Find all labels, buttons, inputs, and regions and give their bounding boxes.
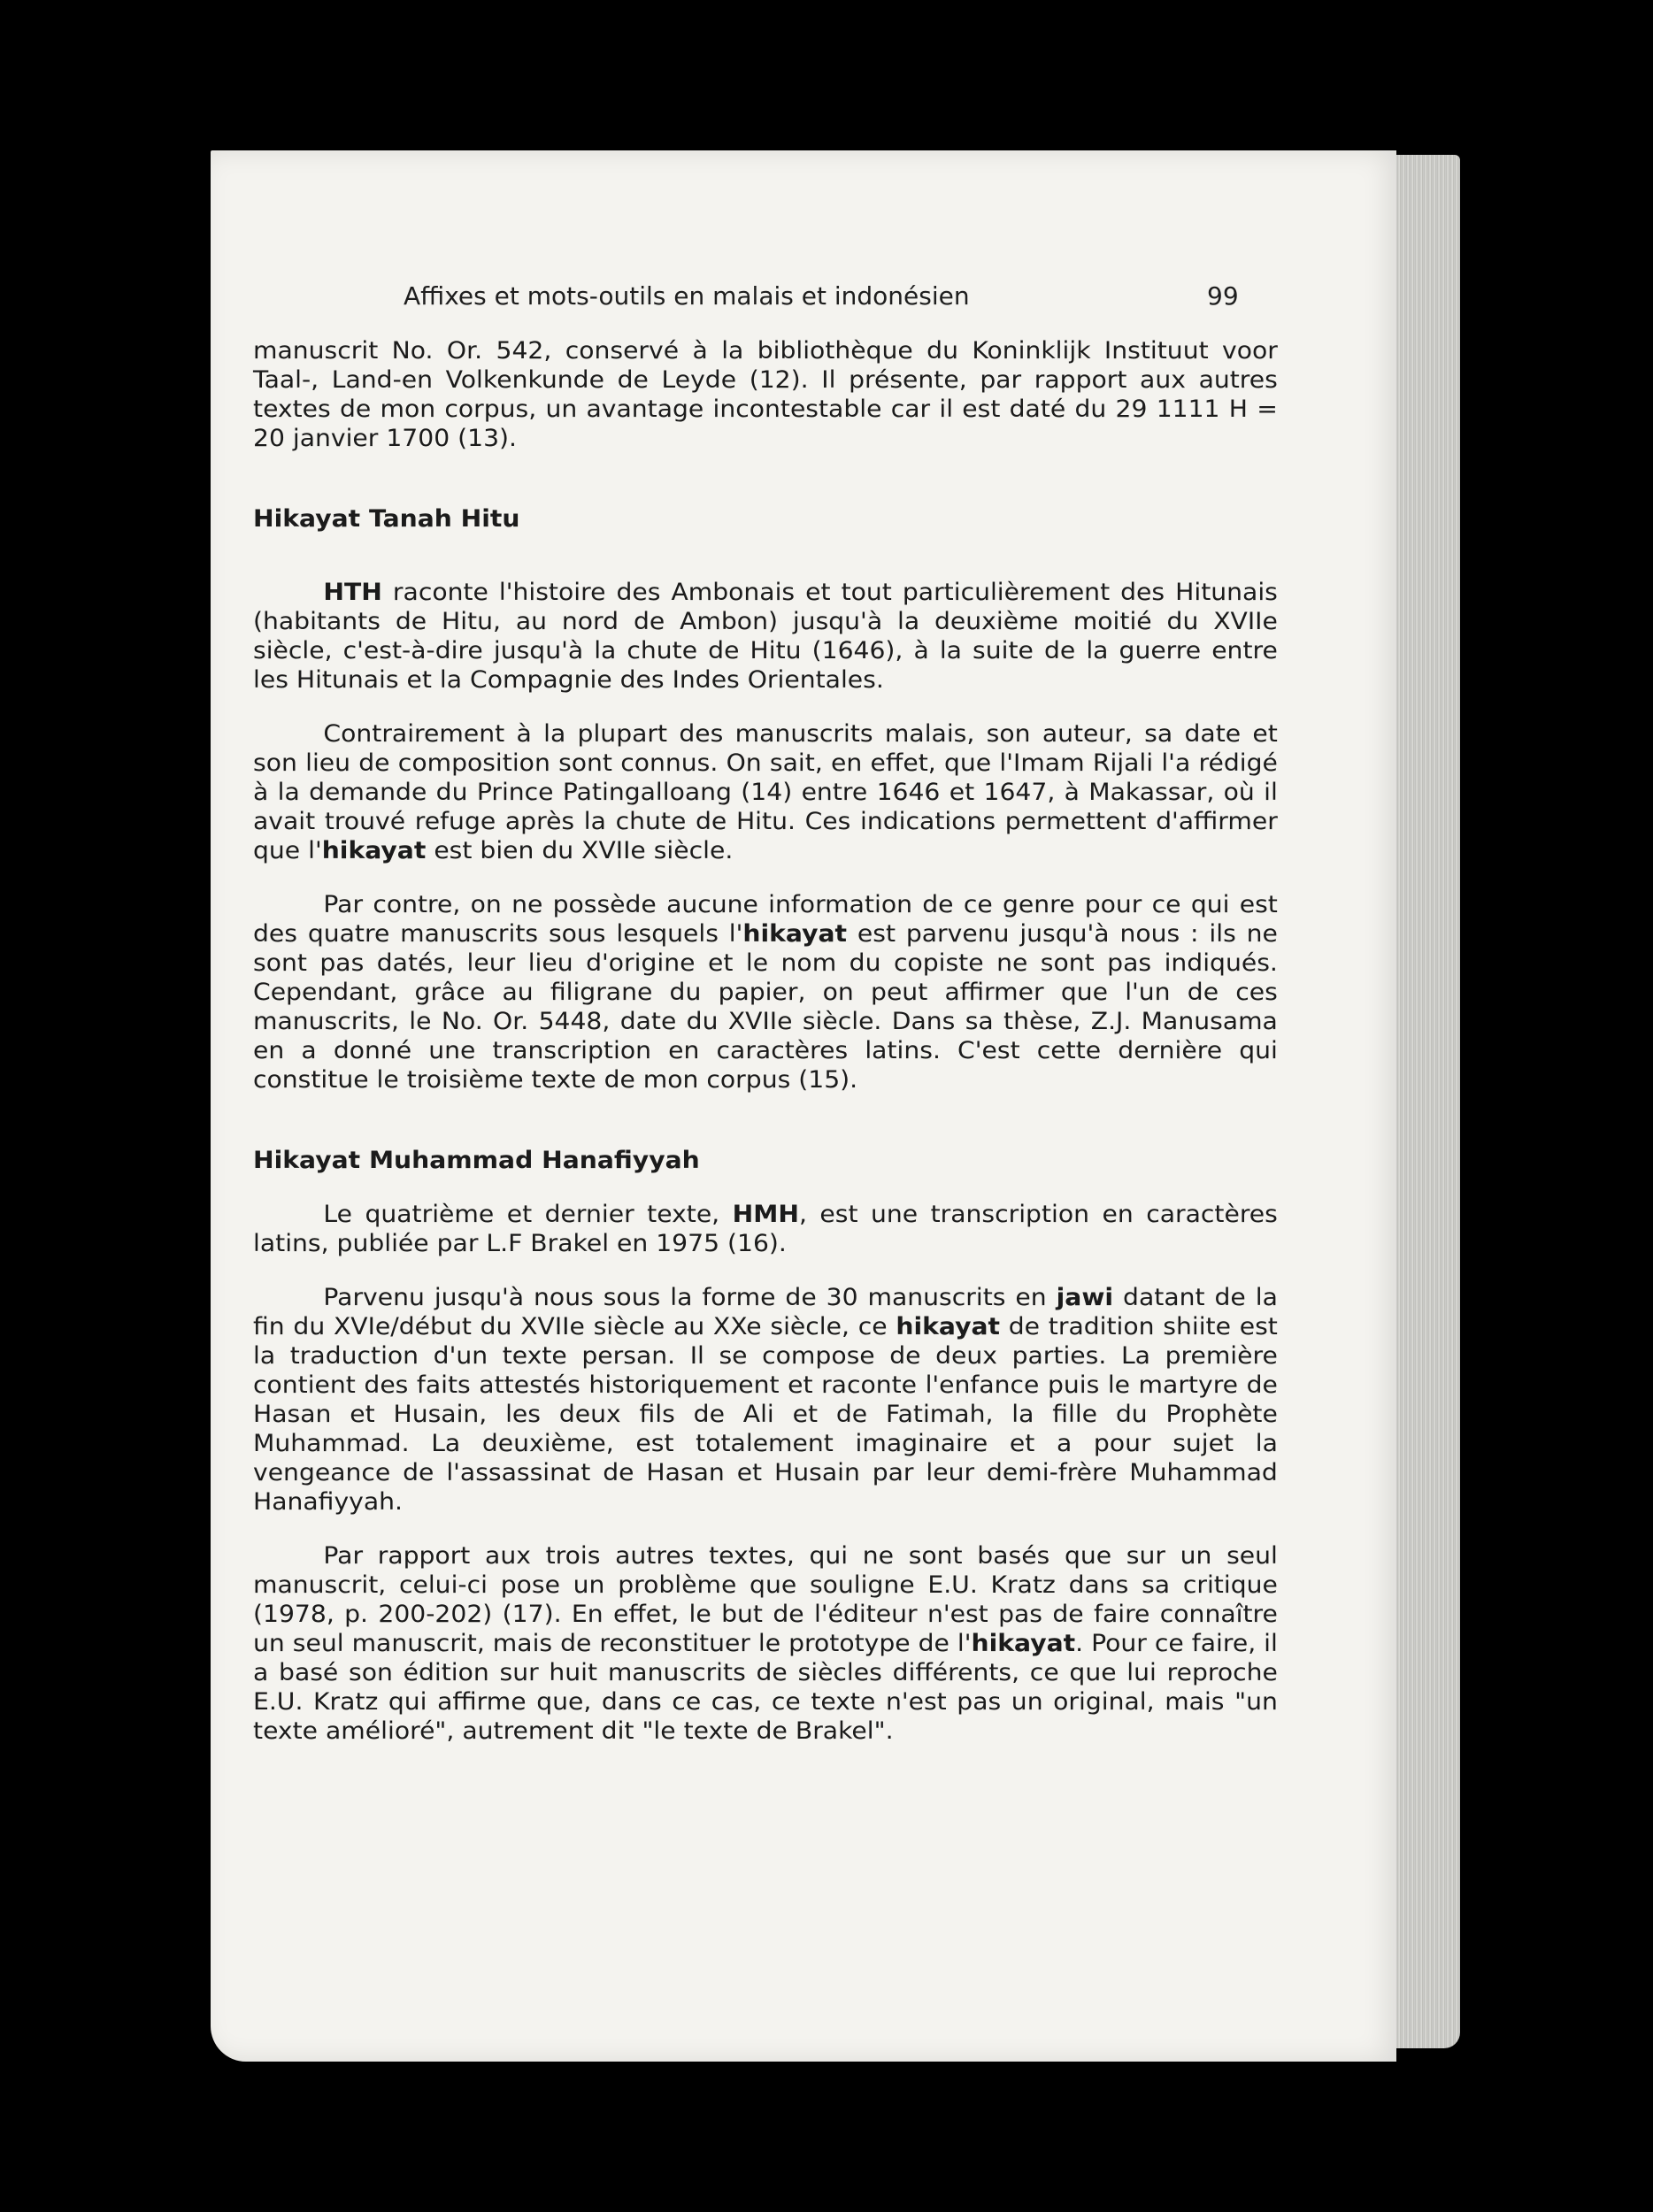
- paragraph-hth: HTH raconte l'histoire des Ambonais et tout particulièrement des Hitunais (habitants de Hitu, au nord de Ambon) jusqu'à la deuxième moitié du XVIIe siècle, c'est-à-dire jusqu'à la chute de Hitu (1646), à la suite de la guerre entre les Hitunais et la Compagnie des Indes Orientales.: [253, 579, 1278, 694]
- running-title: Affixes et mots-outils en malais et indonésien: [404, 281, 970, 311]
- page-edges: [1396, 155, 1460, 2048]
- paragraph-par-rapport: Par rapport aux trois autres textes, qui ne sont basés que sur un seul manuscrit, celui-ci pose un problème que souligne E.U. Kratz dans sa critique (1978, p. 200-202) (17). En effet, le but de l'éditeur n'est pas de faire connaître un seul manuscrit, mais de reconstituer le prototype de l'hikayat. Pour ce faire, il a basé son édition sur huit manuscrits de siècles différents, ce que lui reproche E.U. Kratz qui affirme que, dans ce cas, ce texte n'est pas un original, mais "un texte amélioré", autrement dit "le texte de Brakel".: [253, 1542, 1278, 1745]
- term-jawi: jawi: [1056, 1284, 1114, 1311]
- heading-hikayat-tanah-hitu: Hikayat Tanah Hitu: [253, 505, 520, 533]
- heading-hikayat-muhammad-hanafiyyah: Hikayat Muhammad Hanafiyyah: [253, 1147, 700, 1174]
- term-hikayat: hikayat: [742, 920, 848, 948]
- page-number: 99: [1207, 281, 1239, 311]
- term-hmh: HMH: [732, 1201, 799, 1228]
- term-hikayat: hikayat: [971, 1630, 1076, 1657]
- paragraph-par-contre: Par contre, on ne possède aucune information de ce genre pour ce qui est des quatre manuscrits sous lesquels l'hikayat est parvenu jusqu'à nous : ils ne sont pas datés, leur lieu d'origine et le nom du copiste ne sont pas indiqués. Cependant, grâce au filigrane du papier, on peut affirmer que l'un de ces manuscrits, le No. Or. 5448, date du XVIIe siècle. Dans sa thèse, Z.J. Manusama en a donné une transcription en caractères latins. C'est cette dernière qui constitue le troisième texte de mon corpus (15).: [253, 891, 1278, 1094]
- term-hth: HTH: [323, 579, 382, 606]
- paragraph-hmh: Le quatrième et dernier texte, HMH, est une transcription en caractères latins, publiée par L.F Brakel en 1975 (16).: [253, 1201, 1278, 1257]
- term-hikayat: hikayat: [896, 1313, 1001, 1340]
- body-text: [253, 336, 1278, 1746]
- paragraph-manuscrit: manuscrit No. Or. 542, conservé à la bibliothèque du Koninklijk Instituut voor Taal-, Land-en Volkenkunde de Leyde (12). Il présente, par rapport aux autres textes de mon corpus, un avantage incontestable car il est daté du 29 1111 H = 20 janvier 1700 (13).: [253, 337, 1278, 452]
- paragraph-contrairement: Contrairement à la plupart des manuscrits malais, son auteur, sa date et son lieu de composition sont connus. On sait, en effet, que l'Imam Rijali l'a rédigé à la demande du Prince Patingalloang (14) entre 1646 et 1647, à Makassar, où il avait trouvé refuge après la chute de Hitu. Ces indications permettent d'affirmer que l'hikayat est bien du XVIIe siècle.: [253, 720, 1278, 864]
- paragraph-parvenu: Parvenu jusqu'à nous sous la forme de 30 manuscrits en jawi datant de la fin du XVIe/début du XVIIe siècle au XXe siècle, ce hikayat de tradition shiite est la traduction d'un texte persan. Il se compose de deux parties. La première contient des faits attestés historiquement et raconte l'enfance puis le martyre de Hasan et Husain, les deux fils de Ali et de Fatimah, la fille du Prophète Muhammad. La deuxième, est totalement imaginaire et a pour sujet la vengeance de l'assassinat de Hasan et Husain par leur demi-frère Muhammad Hanafiyyah.: [253, 1284, 1278, 1516]
- term-hikayat: hikayat: [321, 837, 427, 864]
